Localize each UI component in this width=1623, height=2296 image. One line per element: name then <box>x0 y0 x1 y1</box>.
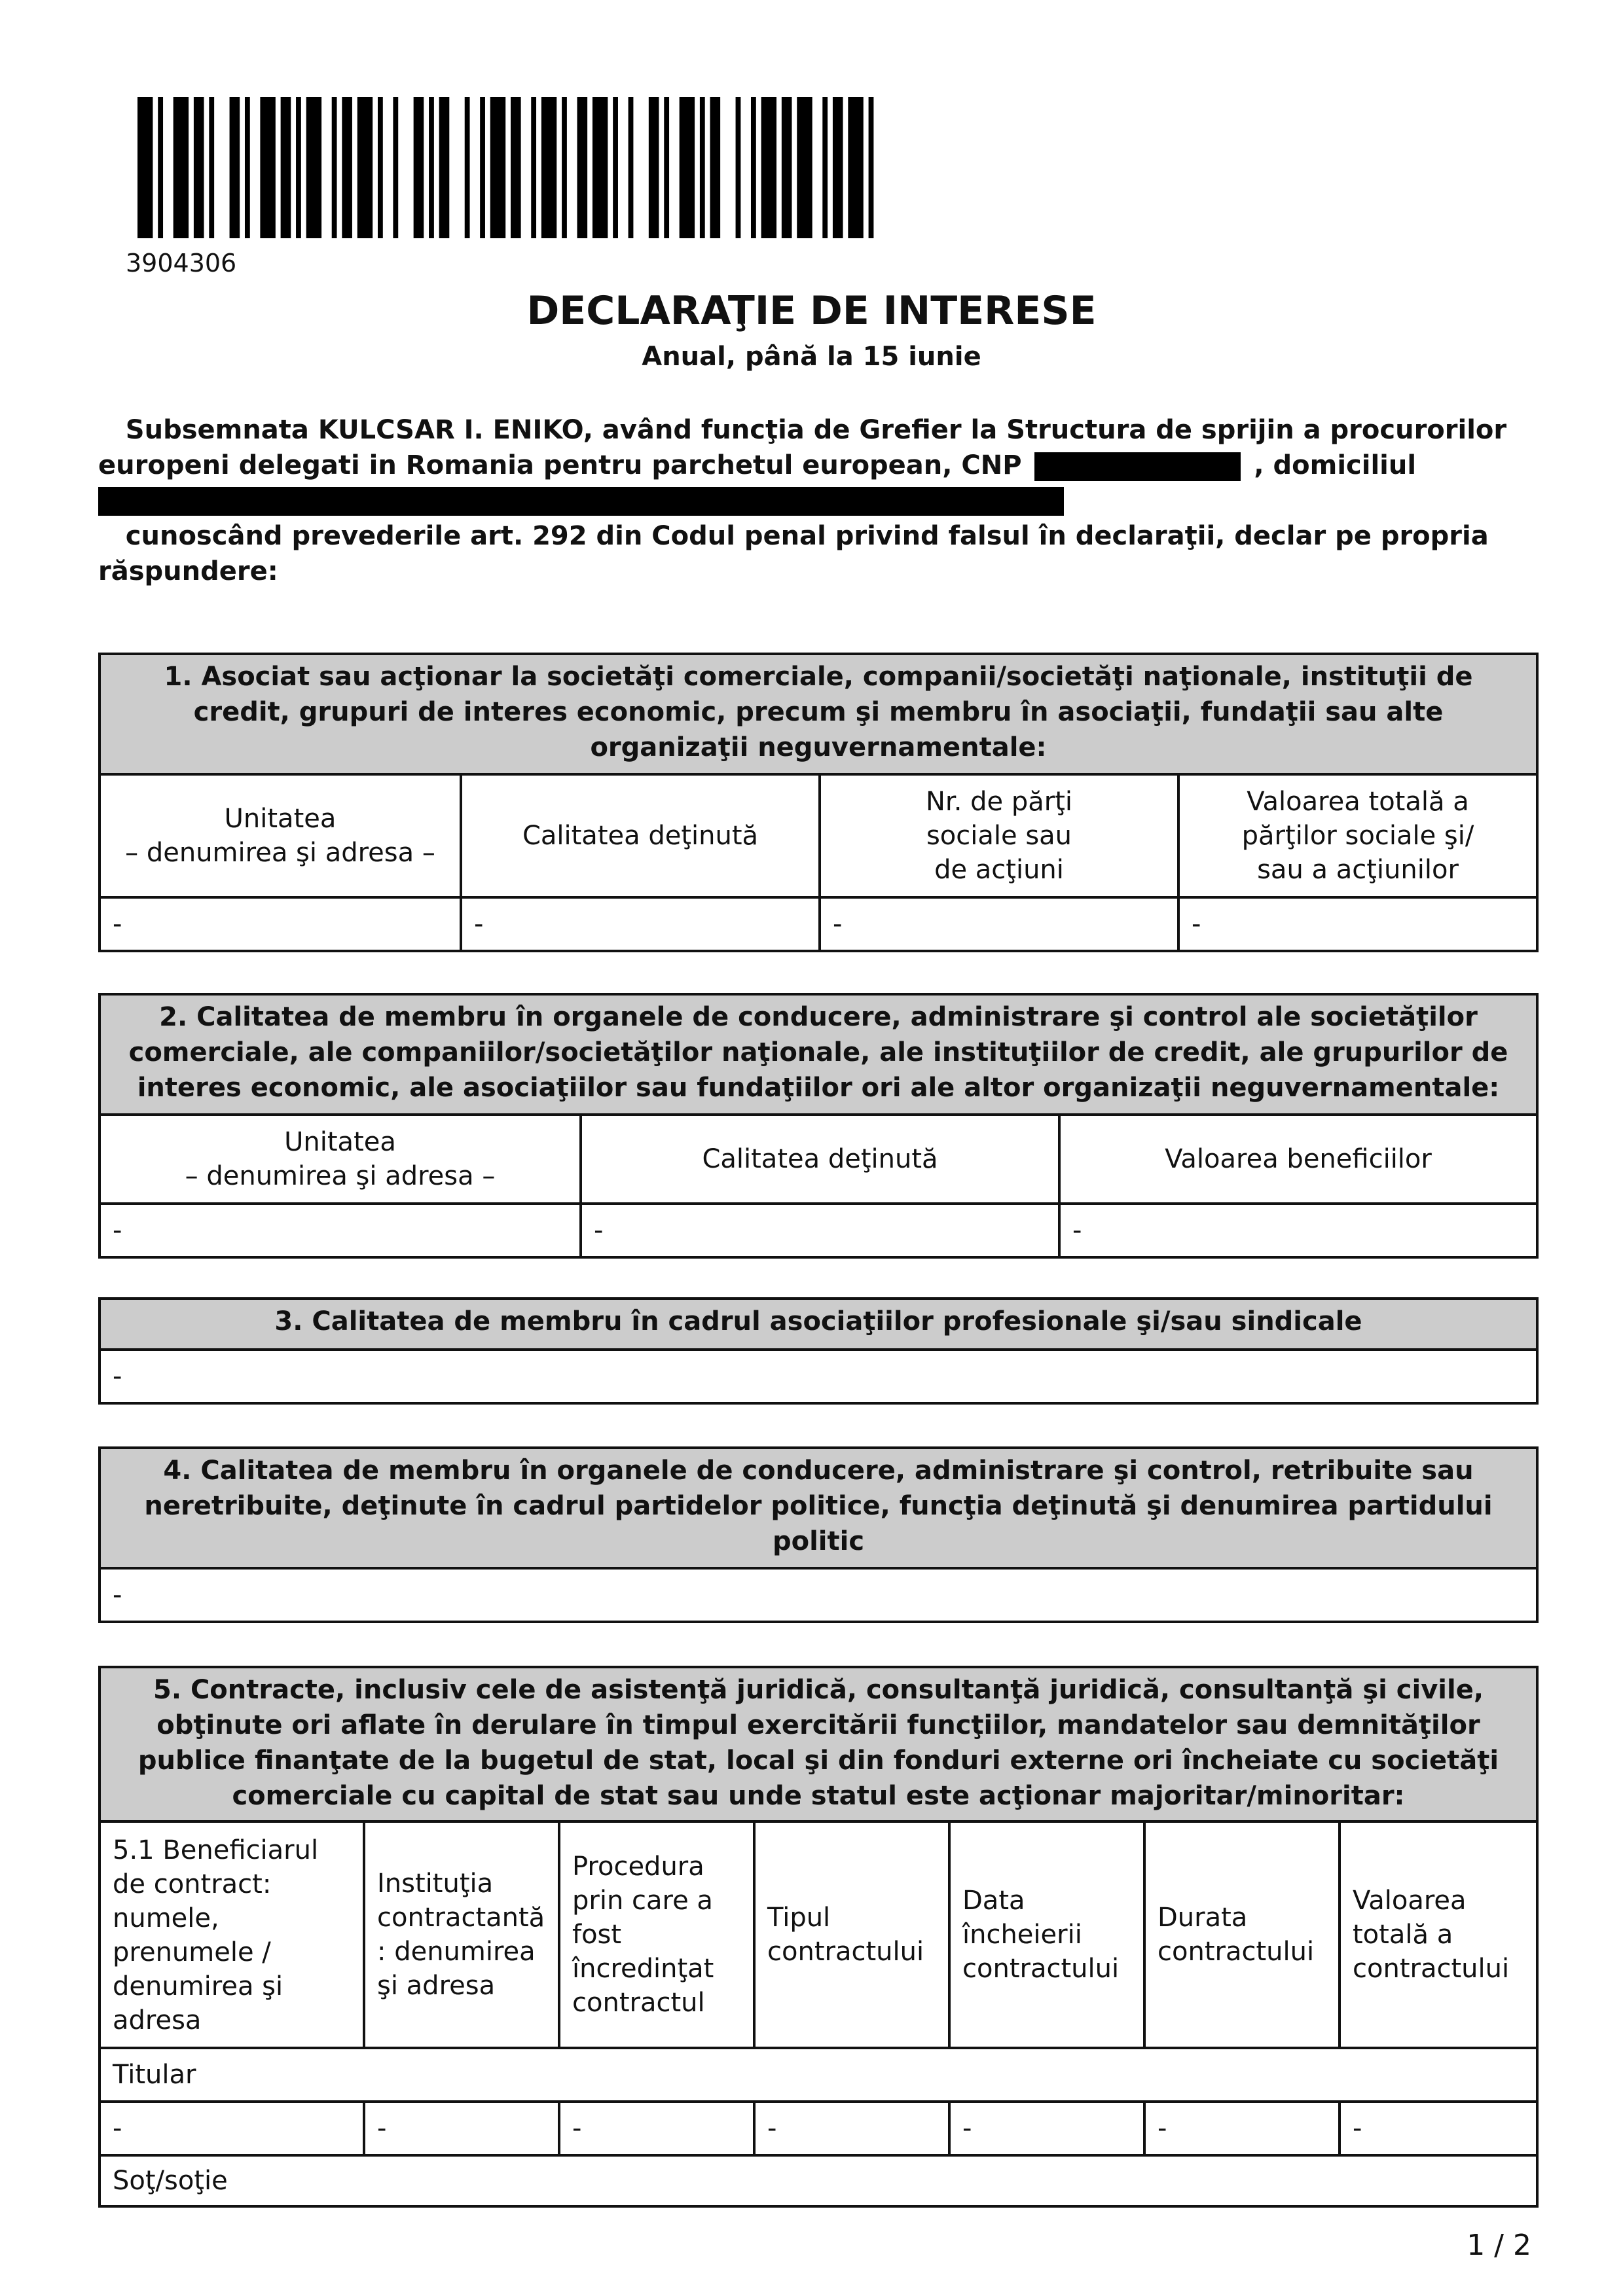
cell: - <box>579 1205 1058 1256</box>
header-valoarea: Valoarea totală a părţilor sociale şi/ sau a acţiunilor <box>1177 776 1536 896</box>
sot-label: Soţ/soţie <box>113 2166 228 2196</box>
barcode-bar <box>751 97 756 238</box>
section-4-table <box>98 1446 1539 1623</box>
section-1-table <box>98 653 1539 952</box>
section-2-table <box>98 993 1539 1259</box>
barcode-bar <box>613 97 618 238</box>
barcode-bar <box>710 97 721 238</box>
barcode-bar <box>260 97 275 238</box>
barcode <box>137 97 884 238</box>
barcode-bar <box>332 97 337 238</box>
section-1-header-row <box>101 776 1536 896</box>
barcode-bar <box>230 97 240 238</box>
redacted-address <box>98 487 1064 516</box>
header-calitatea: Calitatea deţinută <box>460 776 818 896</box>
header-nr-parti: Nr. de părţi sociale sau de acţiuni <box>818 776 1177 896</box>
section-1-title: 1. Asociat sau acţionar la societăţi comerciale, companii/societăţi naţionale, instituţii de credit, grupuri de interes economic, precum şi membru în asociaţii, fundaţii sau alte organizaţii neguvernamentale: <box>101 655 1536 776</box>
barcode-bar <box>736 97 741 238</box>
barcode-bar <box>480 97 485 238</box>
barcode-bar <box>680 97 695 238</box>
cell: - <box>1177 899 1536 950</box>
cell: - <box>1143 2103 1338 2154</box>
section-2-title: 2. Calitatea de membru în organele de conducere, administrare şi control ale societăţilor comerciale, ale companiilor/societăţilor naţionale, ale instituţiilor de credit, ale grupurilor de interes economic, ale asociaţiilor sau fundaţiilor ori ale altor organizaţii neguvernamentale: <box>101 996 1536 1116</box>
cell: - <box>460 899 818 950</box>
header-valoarea-beneficiilor: Valoarea beneficiilor <box>1058 1116 1536 1202</box>
barcode-bar <box>782 97 792 238</box>
barcode-bar <box>137 97 153 238</box>
cell: - <box>113 2113 122 2144</box>
barcode-bar <box>194 97 204 238</box>
barcode-bar <box>281 97 291 238</box>
cell: - <box>113 1215 122 1246</box>
header-unitatea: Unitatea – denumirea şi adresa – <box>125 804 435 868</box>
barcode-bar <box>593 97 608 238</box>
barcode-bar <box>209 97 214 238</box>
barcode-bar <box>664 97 669 238</box>
barcode-bar <box>649 97 659 238</box>
section-3-title: 3. Calitatea de membru în cadrul asociaţiilor profesionale şi/sau sindicale <box>101 1300 1536 1351</box>
cell: - <box>818 899 1177 950</box>
table-row <box>101 1351 1536 1402</box>
page-number: 1 / 2 <box>1467 2229 1531 2262</box>
header-calitatea: Calitatea deţinută <box>579 1116 1058 1202</box>
header-tipul: Tipul contractului <box>753 1823 948 2047</box>
barcode-bar <box>429 97 434 238</box>
barcode-bar <box>700 97 705 238</box>
document-subtitle: Anual, până la 15 iunie <box>642 342 981 372</box>
barcode-bar <box>541 97 556 238</box>
barcode-bar <box>158 97 163 238</box>
titular-label: Titular <box>113 2060 196 2090</box>
cell: - <box>113 1580 122 1610</box>
barcode-bar <box>490 97 505 238</box>
section-4-title: 4. Calitatea de membru în organele de conducere, administrare şi control, retribuite sau neretribuite, deţinute în cadrul partidelor politice, funcţia deţinută şi denumirea partidului politic <box>101 1449 1536 1570</box>
header-data: Data încheierii contractului <box>948 1823 1143 2047</box>
header-beneficiarul: 5.1 Beneficiarul de contract: numele, prenumele / denumirea şi adresa <box>113 1835 319 2036</box>
barcode-bar <box>357 97 373 238</box>
barcode-bar <box>848 97 863 238</box>
barcode-bar <box>577 97 588 238</box>
cell: - <box>948 2103 1143 2154</box>
table-row <box>101 1570 1536 1621</box>
section-2-header-row <box>101 1116 1536 1202</box>
header-procedura: Procedura prin care a fost încredinţat contractul <box>558 1823 753 2047</box>
section-5-title: 5. Contracte, inclusiv cele de asistenţă juridică, consultanţă juridică, consultanţă şi civile, obţinute ori aflate în derulare în timpul exercitării funcţiilor, mandatelor sau demnităţilor publice finanţate de la bugetul de stat, local şi din fonduri externe ori încheiate cu societăţi comerciale cu capital de stat sau unde statul este acţionar majoritar/minoritar: <box>101 1668 1536 1823</box>
barcode-bar <box>531 97 536 238</box>
barcode-bar <box>414 97 424 238</box>
barcode-bar <box>761 97 776 238</box>
document-title: DECLARAŢIE DE INTERESE <box>526 288 1097 334</box>
barcode-bar <box>306 97 321 238</box>
header-unitatea: Unitatea – denumirea şi adresa – <box>185 1127 496 1191</box>
barcode-number: 3904306 <box>126 249 237 278</box>
declaration-line-3 <box>98 483 1539 518</box>
barcode-bar <box>439 97 450 238</box>
header-institutia: Instituţia contractantă : denumirea şi adresa <box>363 1823 558 2047</box>
barcode-bar <box>869 97 874 238</box>
declaration-intro <box>98 412 1539 518</box>
barcode-bar <box>342 97 352 238</box>
header-valoarea: Valoarea totală a contractului <box>1338 1823 1536 2047</box>
cell: - <box>113 1361 122 1391</box>
header-durata: Durata contractului <box>1143 1823 1338 2047</box>
cell: - <box>1058 1205 1536 1256</box>
barcode-bar <box>378 97 383 238</box>
section-5-table <box>98 1666 1539 2208</box>
cell: - <box>753 2103 948 2154</box>
cell: - <box>113 909 122 939</box>
barcode-bar <box>797 97 812 238</box>
cell: - <box>558 2103 753 2154</box>
section-5-header-row <box>101 1823 1536 2047</box>
barcode-bar <box>173 97 189 238</box>
declaration-line-1: Subsemnata KULCSAR I. ENIKO, având funcţia de Grefier la Structura de sprijin a procurorilor <box>125 415 1507 445</box>
declaration-statement: cunoscând prevederile art. 292 din Codul penal privind falsul în declaraţii, declar pe propria răspundere: <box>98 521 1489 586</box>
barcode-bar <box>562 97 567 238</box>
table-row <box>101 2100 1536 2154</box>
barcode-bar <box>822 97 828 238</box>
cell: - <box>1338 2103 1536 2154</box>
barcode-bar <box>465 97 470 238</box>
redacted-cnp <box>1034 452 1241 481</box>
sot-row <box>101 2154 1536 2205</box>
declaration-line-2: europeni delegati in Romania pentru parchetul european, CNP , domiciliul <box>98 450 1417 480</box>
barcode-bar <box>629 97 634 238</box>
barcode-bar <box>393 97 398 238</box>
barcode-bar <box>296 97 301 238</box>
section-3-table <box>98 1297 1539 1405</box>
titular-row <box>101 2047 1536 2100</box>
table-row <box>101 896 1536 950</box>
barcode-bar <box>245 97 250 238</box>
cell: - <box>363 2103 558 2154</box>
barcode-bar <box>511 97 521 238</box>
barcode-bar <box>833 97 843 238</box>
table-row <box>101 1202 1536 1256</box>
